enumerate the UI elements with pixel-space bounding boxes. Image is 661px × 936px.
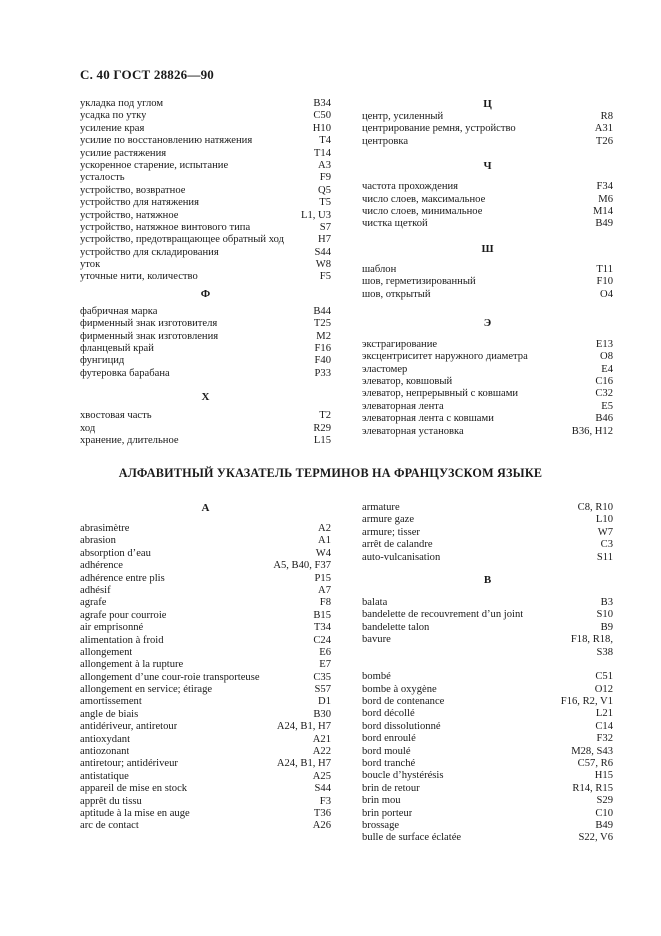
index-code: T2 (319, 410, 331, 422)
index-term: число слоев, минимальное (362, 205, 483, 217)
index-entry (80, 306, 331, 318)
index-term: шов, открытый (362, 288, 431, 300)
index-entry (362, 609, 613, 621)
index-code: C35 (313, 671, 331, 683)
index-entry (80, 808, 331, 820)
index-code: A2 (318, 523, 331, 534)
index-entry (80, 435, 331, 447)
index-code: R14, R15 (572, 782, 613, 794)
index-term: boucle d’hystérésis (362, 770, 444, 782)
index-term: устройство для натяжения (80, 197, 199, 209)
index-entry (80, 197, 331, 209)
index-code: F16, R2, V1 (560, 696, 613, 708)
index-entry (362, 502, 613, 514)
index-entry (362, 426, 613, 438)
index-entry (362, 622, 613, 634)
index-entry (80, 535, 331, 547)
index-term: элеваторная лента с ковшами (362, 413, 494, 425)
index-term: устройство, предотвращающее обратный ход (80, 234, 284, 246)
index-term: bord de contenance (362, 696, 445, 708)
index-code: A25 (312, 770, 331, 782)
index-entry (362, 634, 613, 646)
index-code: R8 (600, 111, 613, 122)
index-term: центр, усиленный (362, 111, 444, 122)
index-entry (80, 160, 331, 172)
fr-group-a-cont (362, 502, 613, 564)
index-entry (80, 647, 331, 659)
index-term: усилие растяжения (80, 147, 167, 159)
index-term: хвостовая часть (80, 410, 152, 422)
index-entry (80, 423, 331, 435)
index-code: F16 (314, 343, 331, 355)
index-entry (362, 276, 613, 288)
index-entry (362, 783, 613, 795)
index-code: M28, S43 (571, 745, 613, 757)
index-term: bombé (362, 671, 391, 683)
index-term: aptitude à la mise en auge (80, 807, 190, 819)
index-entry (362, 376, 613, 388)
index-entry (362, 733, 613, 745)
index-entry (80, 355, 331, 367)
index-code: F18, R18, (570, 634, 613, 646)
index-entry (80, 573, 331, 585)
index-term: bord dissolutionné (362, 720, 441, 732)
index-entry (80, 110, 331, 122)
fr-group-b2 (362, 671, 613, 844)
index-code: H10 (312, 122, 331, 134)
index-entry (80, 597, 331, 609)
index-term: adhésif (80, 584, 111, 596)
index-term: элеваторная лента (362, 400, 444, 412)
index-entry (362, 413, 613, 425)
index-code: A24, B1, H7 (276, 721, 331, 733)
index-term: armure; tisser (362, 526, 420, 538)
index-code: B46 (595, 413, 613, 425)
index-term: brossage (362, 819, 400, 831)
index-code: F40 (314, 355, 331, 367)
index-term: apprêt du tissu (80, 795, 142, 807)
index-entry (80, 610, 331, 622)
index-term: экстрагирование (362, 338, 438, 350)
index-term: устройство, возвратное (80, 184, 186, 196)
index-code: D1 (318, 696, 331, 708)
index-term: bord enroulé (362, 733, 416, 745)
index-term: adhérence entre plis (80, 572, 165, 584)
index-entry (362, 289, 613, 301)
index-code: S10 (596, 609, 613, 621)
index-entry (362, 123, 613, 135)
index-code: C14 (595, 720, 613, 732)
index-term: auto-vulcanisation (362, 551, 441, 563)
index-code: F32 (596, 733, 613, 745)
index-entry (80, 247, 331, 259)
index-code: L10 (595, 514, 613, 526)
index-term: antidériveur, antiretour (80, 721, 178, 733)
index-term: укладка под углом (80, 98, 164, 109)
index-code: P33 (314, 367, 331, 379)
index-term: bandelette de recouvrement d’un joint (362, 609, 524, 621)
index-entry (80, 185, 331, 197)
index-code: A26 (312, 820, 331, 832)
index-code: S22, V6 (578, 832, 613, 844)
index-code: S44 (314, 246, 331, 258)
index-code: A31 (594, 123, 613, 135)
index-entry (80, 672, 331, 684)
index-term: arc de contact (80, 820, 139, 832)
index-code: B44 (313, 305, 331, 317)
index-entry (362, 181, 613, 193)
index-entry (80, 331, 331, 343)
index-entry (80, 783, 331, 795)
index-code: M14 (592, 205, 613, 217)
index-term: abrasimètre (80, 523, 130, 534)
index-term: элеватор, непрерывный с ковшами (362, 388, 519, 400)
index-term: abrasion (80, 535, 116, 547)
index-code: A24, B1, H7 (276, 758, 331, 770)
index-entry (362, 684, 613, 696)
index-entry (362, 758, 613, 770)
index-term: agrafe (80, 597, 107, 609)
fr-index-left-column (80, 502, 331, 833)
index-entry (80, 523, 331, 535)
index-code: T4 (319, 135, 331, 147)
section-letter-kh: Х (201, 391, 210, 404)
index-entry (362, 597, 613, 609)
index-term: agrafe pour courroie (80, 609, 167, 621)
index-code: T25 (313, 318, 331, 330)
index-entry (362, 527, 613, 539)
index-term: antistatique (80, 770, 129, 782)
index-term: brin porteur (362, 807, 413, 819)
index-code: B30 (313, 708, 331, 720)
index-term: allongement en service; étirage (80, 684, 213, 696)
index-term: amortissement (80, 696, 142, 708)
index-entry (80, 796, 331, 808)
index-entry (80, 696, 331, 708)
index-term: adhérence (80, 560, 123, 572)
ru-group-kh (80, 410, 331, 447)
index-entry (80, 148, 331, 160)
index-entry (80, 318, 331, 330)
index-code: F34 (596, 181, 613, 193)
index-code: A22 (312, 746, 331, 758)
index-term: antiozonant (80, 746, 130, 758)
index-code: T14 (313, 147, 331, 159)
index-entry (80, 684, 331, 696)
index-entry (80, 622, 331, 634)
index-entry (80, 560, 331, 572)
index-entry (362, 671, 613, 683)
index-code: T26 (595, 135, 613, 147)
index-entry (362, 721, 613, 733)
index-entry (80, 820, 331, 832)
index-term: antioxydant (80, 733, 131, 745)
index-code: O8 (600, 351, 613, 363)
index-code: T36 (313, 807, 331, 819)
index-term: устройство, натяжное (80, 209, 179, 221)
index-entry (80, 172, 331, 184)
ru-group-ts (362, 111, 613, 148)
index-term: элеватор, ковшовый (362, 376, 453, 388)
index-code: F10 (596, 276, 613, 288)
index-code: E5 (601, 400, 613, 412)
index-term: bavure (362, 634, 391, 646)
index-code: B49 (595, 218, 613, 230)
index-term: эластомер (362, 363, 408, 375)
ru-group-f (80, 306, 331, 380)
index-term: усадка по утку (80, 110, 147, 122)
index-entry (362, 264, 613, 276)
index-term: элеваторная установка (362, 425, 464, 437)
index-term: центровка (362, 135, 409, 147)
index-term: хранение, длительное (80, 434, 179, 446)
index-term: футеровка барабана (80, 367, 170, 379)
index-code: S29 (596, 795, 613, 807)
section-letter-ch: Ч (483, 160, 492, 173)
index-entry (80, 758, 331, 770)
index-entry (362, 708, 613, 720)
section-letter-a: A (201, 502, 210, 514)
index-entry (80, 659, 331, 671)
fr-group-a (80, 523, 331, 833)
index-term: bandelette talon (362, 621, 430, 633)
index-code: O12 (594, 683, 613, 695)
index-entry (80, 410, 331, 422)
index-term: air emprisonné (80, 622, 144, 634)
index-term: bombe à oxygène (362, 683, 437, 695)
index-entry (362, 746, 613, 758)
index-code: F3 (319, 795, 331, 807)
index-code: F9 (319, 172, 331, 184)
index-term: arrêt de calandre (362, 539, 433, 551)
index-code: A5, B40, F37 (273, 560, 331, 572)
index-code: A7 (318, 584, 331, 596)
index-term: усиление края (80, 122, 145, 134)
index-code: L21 (595, 708, 613, 720)
blank-line (362, 659, 613, 671)
index-term: фланцевый край (80, 343, 154, 355)
index-code: C57, R6 (577, 758, 613, 770)
index-entry (362, 808, 613, 820)
index-entry (80, 123, 331, 135)
index-term: уточные нити, количество (80, 271, 198, 283)
index-entry (362, 401, 613, 413)
index-term: усилие по восстановлению натяжения (80, 135, 253, 147)
index-code: C16 (595, 376, 613, 388)
index-code: S44 (314, 783, 331, 795)
index-term: allongement d’une cour-roie transporteuse (80, 671, 260, 683)
index-code: S57 (314, 684, 331, 696)
index-term: allongement à la rupture (80, 659, 184, 671)
index-term: brin mou (362, 795, 401, 807)
index-term: устройство, натяжное винтового типа (80, 221, 251, 233)
ru-group-e (362, 339, 613, 438)
index-term: angle de biais (80, 708, 139, 720)
index-code: B15 (313, 609, 331, 621)
index-term: шаблон (362, 263, 397, 275)
index-entry (80, 210, 331, 222)
section-letter-sh: Ш (481, 242, 494, 255)
ru-group-ch (362, 181, 613, 231)
index-code: C3 (600, 539, 613, 551)
index-code: E6 (319, 646, 331, 658)
index-term: bord décollé (362, 708, 415, 720)
bavure-continuation: S38 (596, 646, 613, 658)
index-code: A1 (318, 535, 331, 547)
index-term: ускоренное старение, испытание (80, 159, 229, 171)
page-header: С. 40 ГОСТ 28826—90 (80, 67, 214, 82)
index-entry (80, 548, 331, 560)
index-code: T11 (596, 263, 613, 275)
index-code: B34 (313, 98, 331, 109)
index-term: чистка щеткой (362, 218, 428, 230)
index-code: A21 (312, 733, 331, 745)
fr-group-b (362, 597, 613, 647)
index-code: B9 (600, 621, 613, 633)
index-code: S7 (319, 221, 331, 233)
ru-index-right-column (362, 98, 613, 438)
section-letter-b: B (483, 573, 492, 586)
index-entry (362, 770, 613, 782)
index-term: фирменный знак изготовления (80, 330, 219, 342)
index-entry (80, 222, 331, 234)
index-entry (362, 136, 613, 148)
index-entry (80, 709, 331, 721)
index-code: E7 (319, 659, 331, 671)
index-code: M6 (598, 193, 613, 205)
index-entry (362, 218, 613, 230)
index-term: устройство для складирования (80, 246, 219, 258)
index-entry (362, 111, 613, 123)
index-code: L15 (313, 434, 331, 446)
index-term: bulle de surface éclatée (362, 832, 462, 844)
index-term: absorption d’eau (80, 547, 151, 559)
index-code: M2 (316, 330, 331, 342)
index-code: W8 (315, 259, 331, 271)
index-entry (362, 552, 613, 564)
section-letter-f: Ф (200, 287, 211, 300)
index-code: F5 (319, 271, 331, 283)
ru-group-u (80, 98, 331, 284)
index-code: C10 (595, 807, 613, 819)
index-code: C32 (595, 388, 613, 400)
french-index-title: АЛФАВИТНЫЙ УКАЗАТЕЛЬ ТЕРМИНОВ НА ФРАНЦУЗСКОМ ЯЗЫКЕ (118, 466, 543, 480)
index-term: эксцентриситет наружного диаметра (362, 351, 528, 363)
index-entry (80, 135, 331, 147)
ru-index-left-column (80, 98, 331, 447)
index-code: T5 (319, 197, 331, 209)
index-term: armure gaze (362, 514, 415, 526)
index-entry (362, 832, 613, 844)
index-code: S11 (596, 551, 613, 563)
index-entry (80, 259, 331, 271)
index-code: Q5 (318, 184, 331, 196)
index-code: L1, U3 (300, 209, 331, 221)
index-code: B3 (600, 596, 613, 608)
index-entry (362, 364, 613, 376)
index-term: частота прохождения (362, 181, 459, 193)
index-entry (80, 271, 331, 283)
index-entry (80, 771, 331, 783)
index-entry (362, 820, 613, 832)
index-code: B36, H12 (571, 425, 613, 437)
index-code: P15 (314, 572, 331, 584)
index-code: R29 (313, 422, 331, 434)
index-entry (362, 795, 613, 807)
index-term: bord tranché (362, 758, 416, 770)
index-code: B49 (595, 819, 613, 831)
index-code: W4 (315, 547, 331, 559)
index-term: bord moulé (362, 745, 411, 757)
index-entry (80, 746, 331, 758)
ru-group-sh (362, 264, 613, 301)
index-code: W7 (597, 526, 613, 538)
index-term: alimentation à froid (80, 634, 164, 646)
index-term: balata (362, 596, 388, 608)
index-code: C51 (595, 671, 613, 683)
index-entry (362, 539, 613, 551)
index-code: C50 (313, 110, 331, 122)
index-code: F8 (319, 597, 331, 609)
index-code: T34 (313, 622, 331, 634)
index-code: C24 (313, 634, 331, 646)
index-term: antiretour; antidériveur (80, 758, 178, 770)
index-entry (362, 351, 613, 363)
index-term: brin de retour (362, 782, 420, 794)
fr-index-right-column (362, 502, 613, 845)
index-code: E13 (595, 338, 613, 350)
index-term: центрирование ремня, устройство (362, 123, 516, 135)
index-entry (80, 343, 331, 355)
index-entry (80, 98, 331, 110)
index-code: H7 (318, 234, 331, 246)
index-entry (80, 734, 331, 746)
index-code: A3 (318, 159, 331, 171)
index-term: фабричная марка (80, 305, 158, 317)
section-letter-e: Э (483, 316, 492, 329)
index-entry (362, 514, 613, 526)
index-term: фунгицид (80, 355, 125, 367)
index-entry (362, 206, 613, 218)
index-term: ход (80, 422, 96, 434)
index-term: усталость (80, 172, 125, 184)
section-letter-ts: Ц (483, 98, 492, 110)
index-entry (80, 234, 331, 246)
index-entry (80, 721, 331, 733)
index-entry (80, 585, 331, 597)
index-term: шов, герметизированный (362, 276, 476, 288)
index-entry (362, 696, 613, 708)
index-code: H15 (594, 770, 613, 782)
index-term: armature (362, 502, 400, 513)
index-code: O4 (600, 288, 613, 300)
index-entry (80, 635, 331, 647)
index-term: число слоев, максимальное (362, 193, 486, 205)
index-entry (80, 368, 331, 380)
index-term: appareil de mise en stock (80, 783, 188, 795)
index-code: E4 (601, 363, 613, 375)
index-term: фирменный знак изготовителя (80, 318, 218, 330)
index-code: C8, R10 (577, 502, 613, 513)
index-term: уток (80, 259, 101, 271)
index-entry (362, 339, 613, 351)
index-entry (362, 388, 613, 400)
index-term: allongement (80, 646, 133, 658)
index-entry (362, 194, 613, 206)
